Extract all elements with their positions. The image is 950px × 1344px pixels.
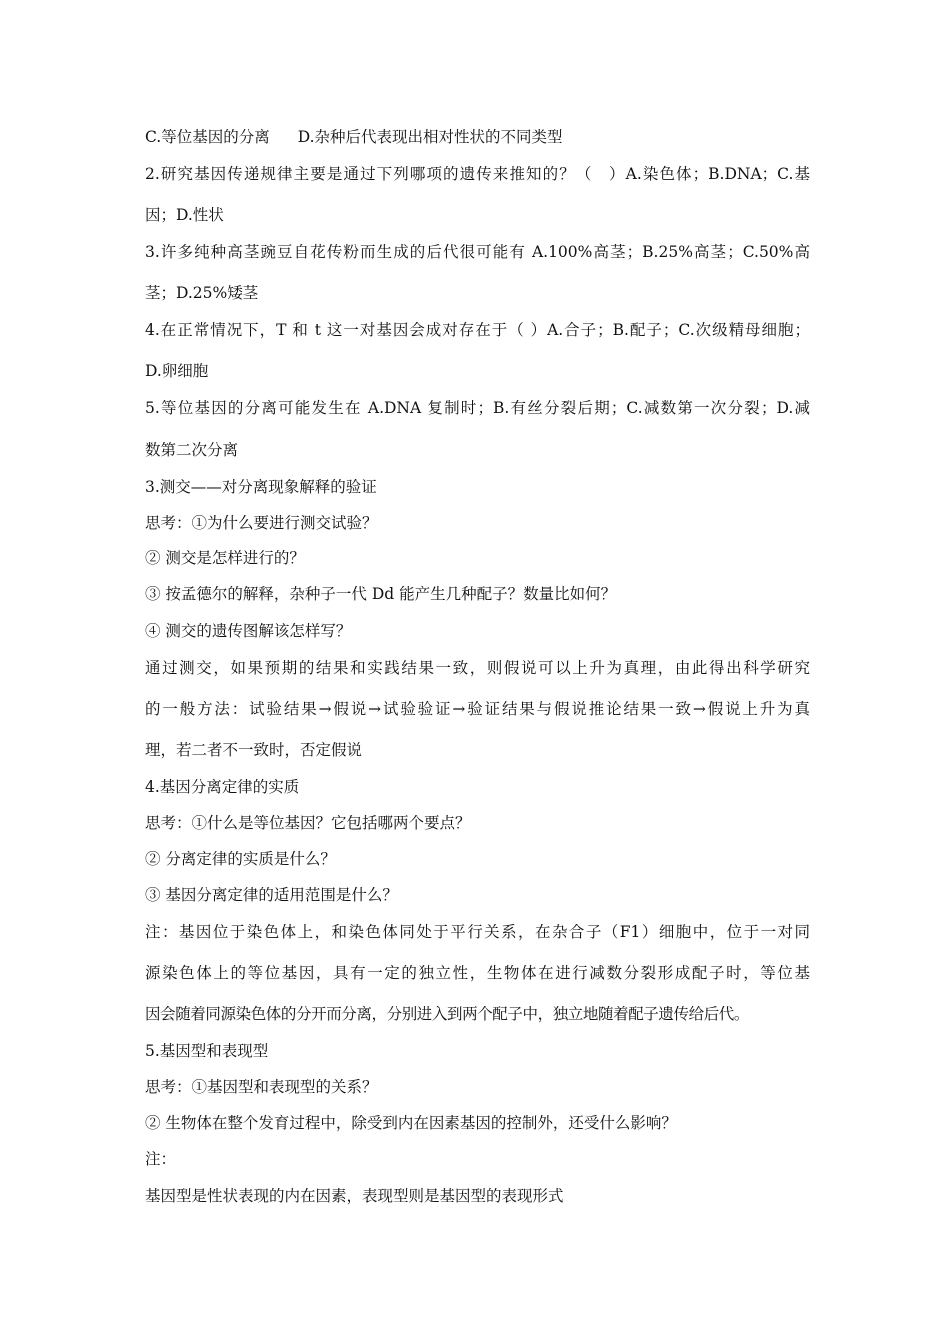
- text-line: ④ 测交的遗传图解该怎样写？: [145, 622, 352, 640]
- text-line: 3.许多纯种高茎豌豆自花传粉而生成的后代很可能有 A.100%高茎；B.25%高茎；C.50%高: [145, 243, 810, 261]
- text-line: 因；D.性状: [145, 206, 224, 224]
- text-line: ② 分离定律的实质是什么？: [145, 850, 336, 868]
- text-line: 理，若二者不一致时，否定假说: [145, 741, 363, 759]
- section-heading: 3.测交——对分离现象解释的验证: [145, 478, 377, 496]
- text-line: 注：基因位于染色体上，和染色体同处于平行关系，在杂合子（F1）细胞中，位于一对同: [145, 923, 810, 941]
- text-line: [145, 127, 810, 147]
- text-line: ③ 基因分离定律的适用范围是什么？: [145, 886, 398, 904]
- text-line: ② 测交是怎样进行的？: [145, 549, 305, 567]
- text-segment: D.杂种后代表现出相对性状的不同类型: [297, 128, 563, 146]
- text-line: 思考：①基因型和表现型的关系？: [145, 1078, 378, 1096]
- text-line: 思考：①什么是等位基因？它包括哪两个要点？: [145, 814, 471, 832]
- text-line: 的一般方法：试验结果→假说→试验验证→验证结果与假说推论结果一致→假说上升为真: [145, 700, 810, 718]
- text-line: 因会随着同源染色体的分开而分离，分别进入到两个配子中，独立地随着配子遗传给后代。: [145, 1005, 750, 1023]
- text-line: 2.研究基因传递规律主要是通过下列哪项的遗传来推知的？（ ）A.染色体；B.DNA；C.基: [145, 165, 810, 183]
- text-line: D.卵细胞: [145, 362, 209, 380]
- text-line: 思考：①为什么要进行测交试验？: [145, 514, 378, 532]
- text-line: ③ 按孟德尔的解释，杂种子一代 Dd 能产生几种配子？数量比如何？: [145, 585, 617, 603]
- text-line: 茎；D.25%矮茎: [145, 284, 259, 302]
- text-line: 4.在正常情况下，T 和 t 这一对基因会成对存在于（ ）A.合子；B.配子；C.次级精母细胞；: [145, 321, 810, 339]
- text-line: 数第二次分离: [145, 441, 239, 459]
- text-line: 基因型是性状表现的内在因素，表现型则是基因型的表现形式: [145, 1187, 564, 1205]
- text-line: 注：: [145, 1150, 177, 1168]
- text-line: ② 生物体在整个发育过程中，除受到内在因素基因的控制外，还受什么影响？: [145, 1114, 677, 1132]
- text-segment: C.等位基因的分离: [145, 128, 270, 146]
- text-line: 5.等位基因的分离可能发生在 A.DNA 复制时；B.有丝分裂后期；C.减数第一次分裂；D.减: [145, 399, 810, 417]
- text-line: 通过测交，如果预期的结果和实践结果一致，则假说可以上升为真理，由此得出科学研究: [145, 659, 810, 677]
- text-line: 源染色体上的等位基因，具有一定的独立性，生物体在进行减数分裂形成配子时，等位基: [145, 964, 810, 982]
- section-heading: 5.基因型和表现型: [145, 1042, 269, 1060]
- section-heading: 4.基因分离定律的实质: [145, 778, 300, 796]
